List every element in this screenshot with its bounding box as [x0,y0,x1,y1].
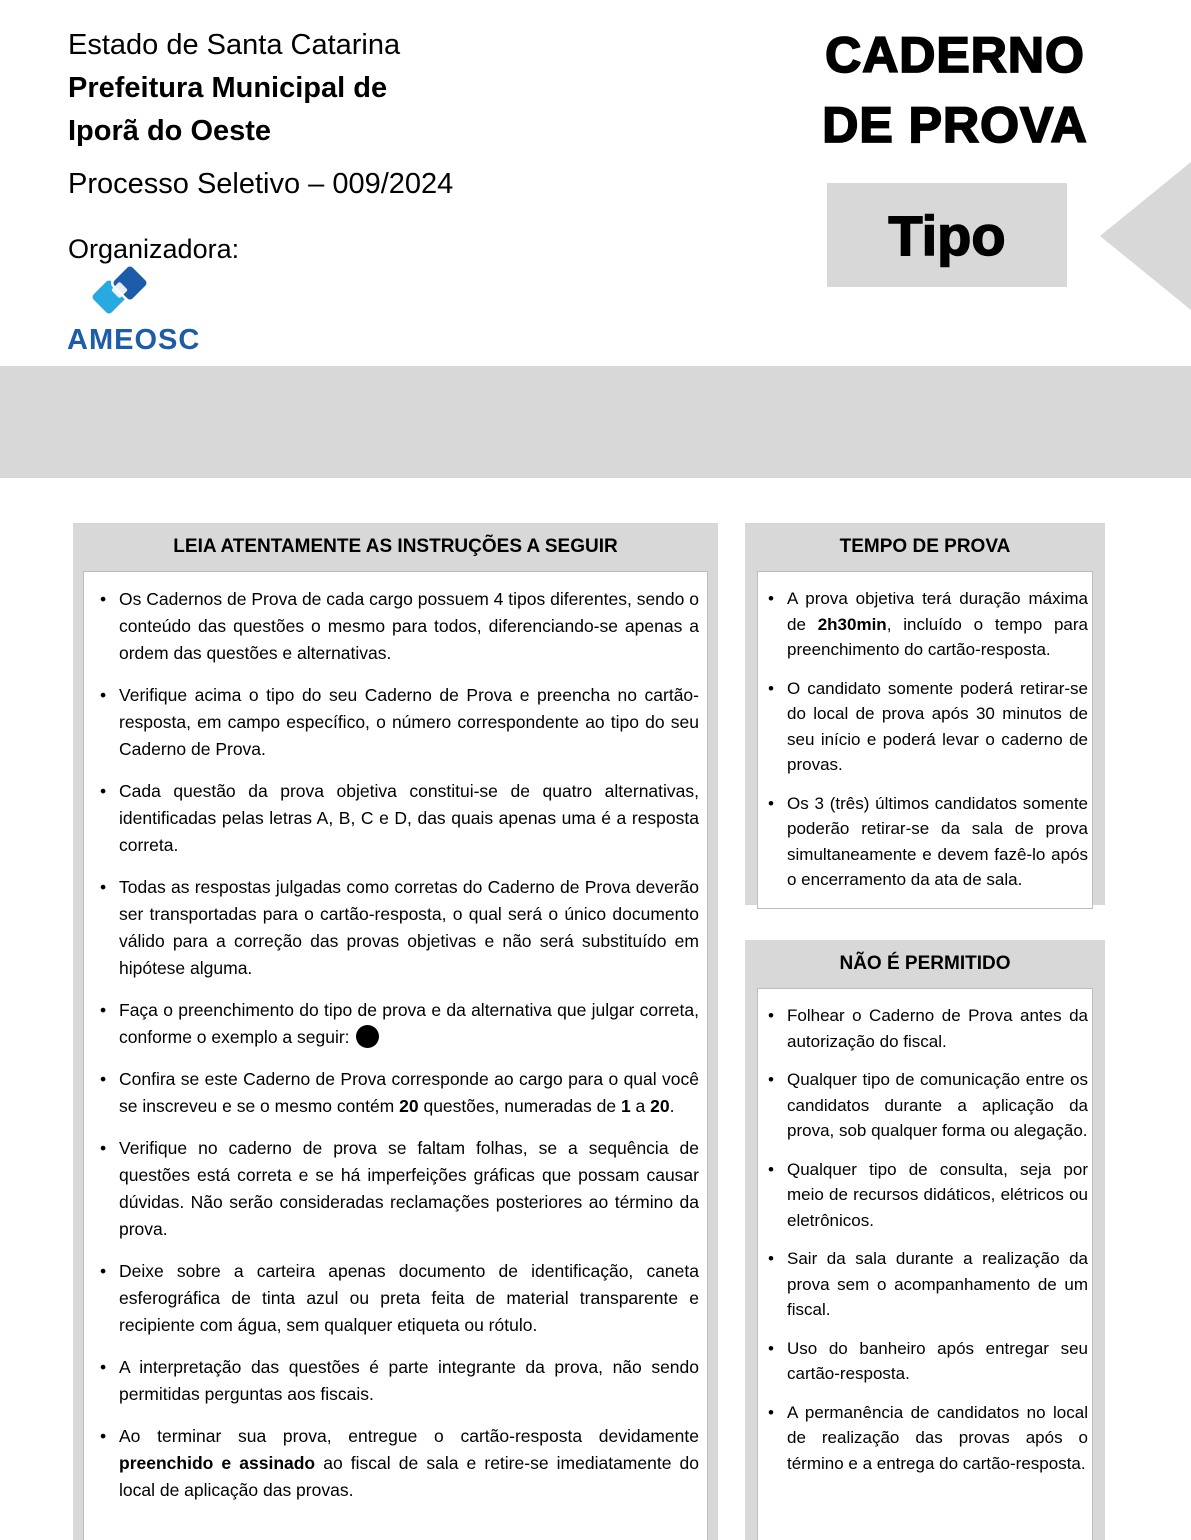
bullet-text: Os 3 (três) últimos candidatos somente poderão retirar-se da sala de prova simultaneamente e devem fazê-lo após o encerramento da ata de sala. [787,793,1088,889]
instructions-list [83,571,708,1540]
bullet-text: Verifique acima o tipo do seu Caderno de Prova e preencha no cartão-resposta, em campo específico, o número correspondente ao tipo do seu Caderno de Prova. [119,685,699,759]
bullet-text: Os Cadernos de Prova de cada cargo possuem 4 tipos diferentes, sendo o conteúdo das questões o mesmo para todos, diferenciando-se apenas a ordem das questões e alternativas. [119,589,699,663]
not-allowed-panel-title: NÃO É PERMITIDO [839,953,1011,974]
test-type-box [827,183,1067,287]
bullet-text: O candidato somente poderá́ retirar-se do local de prova após 30 minutos de seu início e poderá́ levar o caderno de provas. [787,678,1088,774]
bullet-item [768,791,1088,893]
bullet-marker: • [768,589,774,608]
bullet-text: Folhear o Caderno de Prova antes da autorização do fiscal. [787,1006,1088,1051]
bullet-marker: • [100,781,107,801]
bullet-marker: • [100,877,107,897]
bullet-item [100,1354,699,1408]
bullet-item [768,1067,1088,1144]
bullet-marker: • [100,1357,107,1377]
organizer-label: Organizadora: [68,234,240,264]
type-pointer-arrow-icon [1100,162,1191,310]
bullet-text: Uso do banheiro após entregar seu cartão-resposta. [787,1338,1088,1383]
bullet-marker: • [100,1261,107,1281]
bullet-marker: • [100,589,107,609]
bullet-marker: • [768,1338,774,1358]
bullet-text: Qualquer tipo de consulta, seja por meio de recursos didáticos, elétricos ou eletrônicos. [787,1159,1088,1230]
bullet-text: A prova objetiva terá duração máxima de 2h30min, incluído o tempo para preenchimento do cartão-resposta. [787,589,1088,659]
bullet-text: Confira se este Caderno de Prova corresponde ao cargo para o qual você se inscreveu e se o mesmo contém 20 questões, numeradas de 1 a 20. [119,1069,699,1116]
instructions-panel-title: LEIA ATENTAMENTE AS INSTRUÇÕES A SEGUIR [173,536,618,557]
bullet-item [768,1246,1088,1323]
exam-time-panel-title: TEMPO DE PROVA [839,536,1011,557]
bullet-text: Faça o preenchimento do tipo de prova e da alternativa que julgar correta, conforme o exemplo a seguir: [119,1000,699,1047]
bullet-text: Cada questão da prova objetiva constitui-se de quatro alternativas, identificadas pelas letras A, B, C e D, das quais apenas uma é a resposta correta. [119,781,699,855]
exam-time-panel [745,523,1105,905]
bullet-item [768,1400,1088,1477]
bullet-marker: • [768,1070,774,1089]
bullet-text: Sair da sala durante a realização da prova sem o acompanhamento de um fiscal. [787,1249,1088,1319]
bullet-item [100,997,699,1051]
bullet-item [100,874,699,982]
gray-band [0,366,1191,478]
bullet-marker: • [100,1138,107,1158]
bullet-marker: • [768,1402,774,1422]
organizer-name: AMEOSC [67,324,201,356]
bullet-item [100,682,699,763]
state-name: Estado de Santa Catarina [68,29,401,61]
filled-answer-circle-icon [356,1025,379,1048]
bullet-marker: • [100,1069,107,1089]
header-institution [68,24,400,153]
bullet-text: A permanência de candidatos no local de realização das provas após o término e a entrega do cartão-resposta. [787,1402,1088,1473]
booklet-title-line2: DE PROVA [822,97,1088,153]
process-number: Processo Seletivo – 009/2024 [68,168,454,200]
booklet-title [790,20,1120,160]
bullet-marker: • [768,793,774,813]
bullet-marker: • [768,1249,774,1268]
bullet-marker: • [768,1006,774,1025]
bullet-marker: • [100,685,107,705]
bullet-text: Verifique no caderno de prova se faltam folhas, se a sequência de questões está correta e se há imperfeições gráficas que possam causar dúvidas. Não serão consideradas reclamações posteriores ao término da prova. [119,1138,699,1239]
bullet-item [100,1423,699,1504]
bullet-item [768,1336,1088,1387]
bullet-item [768,586,1088,663]
bullet-marker: • [100,1426,107,1446]
bullet-item [768,1157,1088,1234]
not-allowed-list [757,988,1093,1540]
bullet-text: Ao terminar sua prova, entregue o cartão-resposta devidamente preenchido e assinado ao fiscal de sala e retire-se imediatamente do local de aplicação das provas. [119,1426,700,1500]
bullet-marker: • [768,1159,774,1179]
bullet-text: Todas as respostas julgadas como corretas do Caderno de Prova deverão ser transportadas para o cartão-resposta, o qual será o único documento válido para a correção das provas objetivas e não será substituído em hipótese alguma. [119,877,699,978]
exam-time-list [757,571,1093,909]
bullet-marker: • [100,1000,107,1020]
bullet-item [100,778,699,859]
bullet-text: Deixe sobre a carteira apenas documento de identificação, caneta esferográfica de tinta azul ou preta feita de material transparente e recipiente com água, sem qualquer etiqueta ou rótulo. [119,1261,699,1335]
bullet-item [100,1135,699,1243]
municipality-line1: Prefeitura Municipal de [68,72,388,104]
ameosc-logo-icon [88,262,152,320]
bullet-item [100,1066,699,1120]
instructions-panel [73,523,718,1540]
bullet-item [100,586,699,667]
bullet-item [768,676,1088,778]
not-allowed-panel [745,940,1105,1540]
bullet-text: A interpretação das questões é parte integrante da prova, não sendo permitidas perguntas aos fiscais. [119,1357,699,1404]
bullet-text: Qualquer tipo de comunicação entre os candidatos durante a aplicação da prova, sob qualquer forma ou alegação. [787,1070,1088,1140]
municipality-line2: Iporã do Oeste [68,115,272,147]
bullet-item [768,1003,1088,1054]
bullet-item [100,1258,699,1339]
test-type-label: Tipo [888,203,1006,267]
booklet-title-line1: CADERNO [825,27,1085,83]
bullet-marker: • [768,678,774,698]
